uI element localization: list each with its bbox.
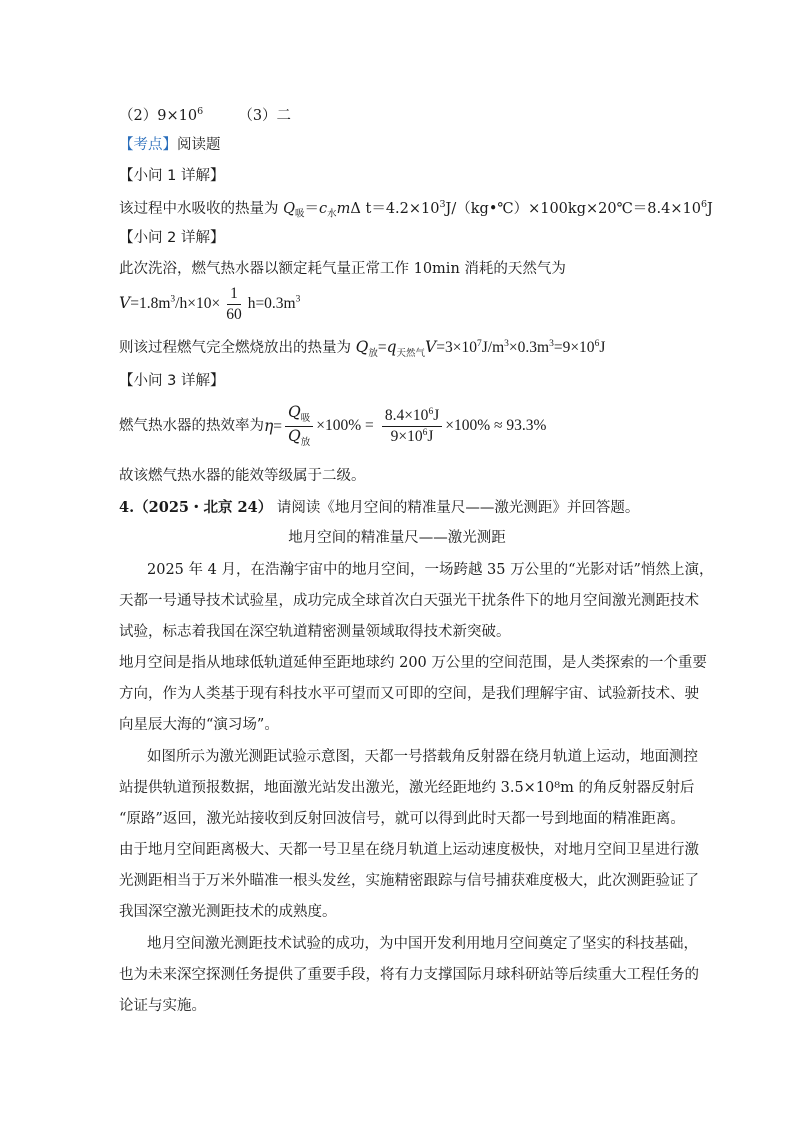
q1-m: m — [336, 200, 351, 217]
q1-c-sub: 水 — [327, 208, 337, 220]
q3-f2-den-unit: J — [427, 428, 434, 446]
q3-eq: = — [273, 417, 283, 435]
q4-prompt-line — [119, 499, 639, 517]
q1-dt: Δ t — [350, 200, 372, 217]
q2-text: 此次洗浴，燃气热水器以额定耗气量正常工作 10min 消耗的天然气为 — [119, 261, 566, 277]
q1-Q-sub: 吸 — [295, 208, 305, 220]
q3-fraction-2 — [382, 407, 442, 446]
q2-heat-Q: Q — [355, 338, 369, 356]
q4-p3-line1: 如图所示为激光测距试验示意图，天都一号搭载角反射器在绕月轨道上运动，地面测控 — [147, 749, 698, 765]
q2-heat-Q-sub: 放 — [368, 349, 378, 360]
q2-volume-formula — [119, 285, 300, 324]
q2-frac-num: 1 — [227, 285, 241, 305]
q2-heat-exp4: 6 — [594, 338, 600, 349]
q3-f2-den-exp: 6 — [422, 428, 428, 439]
q2-frac-den: 60 — [226, 305, 242, 323]
q1-rest2: J/（kg•℃）×100kg×20℃＝8.4×10 — [445, 200, 701, 217]
q2-heat-q-sub: 天然气 — [396, 349, 426, 360]
q3-f1-den-sub: 放 — [300, 438, 311, 449]
q3-conclusion: 故该燃气热水器的能效等级属于二级。 — [119, 468, 366, 484]
q4-prompt: 请阅读《地月空间的精准量尺——激光测距》并回答题。 — [272, 500, 640, 516]
q3-f2-num-exp: 6 — [428, 407, 434, 418]
q3-f1-den: Q — [288, 427, 301, 446]
q3-f1-num-sub: 吸 — [300, 414, 311, 425]
q2-header: 【小问 2 详解】 — [119, 230, 225, 246]
q4-p2-line1: 地月空间是指从地球低轨道延伸至距地球约 200 万公里的空间范围，是人类探索的一个重要 — [119, 655, 707, 671]
q2-v-mid2: /h×10× — [175, 294, 221, 312]
q2-heat-unit: J — [599, 339, 606, 356]
q1-formula-line — [119, 199, 713, 220]
q1-exp2: 6 — [700, 199, 708, 210]
q4-p3-line5: 光测距相当于万米外瞄准一根头发丝，实施精密跟踪与信号捕获难度极大，此次测距验证了 — [119, 873, 699, 889]
q2-heat-q: q — [386, 338, 397, 356]
q1-eq: ＝ — [304, 200, 320, 217]
q2-v: V — [119, 293, 131, 312]
answer-2: （2）9×10 — [119, 107, 198, 124]
q4-article-title: 地月空间的精准量尺——激光测距 — [288, 530, 506, 546]
q4-p4-line3: 论证与实施。 — [119, 998, 206, 1014]
q2-heat-exp2: 3 — [504, 338, 509, 349]
q1-unit: J — [707, 200, 713, 217]
q3-efficiency-formula — [119, 404, 546, 449]
q2-heat-rest3: ×0.3m — [508, 339, 550, 356]
q2-fraction — [223, 285, 245, 324]
q3-f2-num: 8.4×10 — [384, 407, 429, 425]
q4-p2-line3: 向星辰大海的“演习场”。 — [119, 717, 279, 733]
q2-v-mid: =1.8m — [130, 294, 171, 312]
q4-p3-line6: 我国深空激光测距技术的成熟度。 — [119, 904, 337, 920]
q2-heat-exp1: 7 — [476, 338, 482, 349]
q4-p3-line2: 站提供轨道预报数据，地面激光站发出激光，激光经距地约 3.5×10⁸m 的角反射器反射后 — [119, 780, 695, 796]
q3-fraction-1 — [285, 404, 313, 449]
q4-p1-line2: 天都一号通导技术试验星，成功完成全球首次白天强光干扰条件下的地月空间激光测距技术 — [119, 593, 699, 609]
q3-f2-den: 9×10 — [390, 428, 423, 446]
q2-v-end: h=0.3m — [247, 294, 296, 312]
answer-line-2-3 — [119, 106, 291, 125]
q3-eta: η — [264, 416, 274, 435]
q2-heat-rest4: =9×10 — [553, 339, 595, 356]
q3-text: 燃气热水器的热效率为 — [119, 417, 264, 434]
q2-heat-line — [119, 338, 605, 360]
q4-p2-line2: 方向，作为人类基于现有科技水平可望而又可即的空间，是我们理解宇宙、试验新技术、驶 — [119, 686, 699, 702]
q4-number: 4.（2025・北京 24） — [119, 499, 273, 516]
q4-p1-line3: 试验，标志着我国在深空轨道精密测量领域取得技术新突破。 — [119, 624, 511, 640]
q1-exp1: 3 — [439, 199, 446, 210]
q4-p3-line3: “原路”返回，激光站接收到反射回波信号，就可以得到此时天都一号到地面的精准距离。 — [119, 811, 685, 827]
q1-c: c — [319, 200, 328, 217]
q2-v-exp: 3 — [170, 294, 176, 305]
kaodian-line — [119, 137, 221, 154]
q4-p1-line1: 2025 年 4 月，在浩瀚宇宙中的地月空间，一场跨越 35 万公里的“光影对话”悄然上演， — [147, 562, 714, 578]
q4-p4-line1: 地月空间激光测距技术试验的成功，为中国开发利用地月空间奠定了坚实的科技基础， — [147, 936, 698, 952]
q3-result: ×100% ≈ 93.3% — [445, 417, 547, 435]
q1-Q: Q — [283, 200, 295, 217]
q2-heat-rest2: J/m — [481, 339, 505, 356]
q2-heat-rest: =3×10 — [436, 339, 477, 356]
q3-pct: ×100% = — [316, 417, 374, 435]
q2-heat-exp3: 3 — [549, 338, 554, 349]
kaodian-tag: 【考点】 — [119, 137, 177, 153]
q2-heat-V: V — [425, 338, 437, 356]
answer-3: （3）二 — [238, 107, 292, 124]
answer-2-exponent: 6 — [197, 106, 204, 117]
q4-p3-line4: 由于地月空间距离极大、天都一号卫星在绕月轨道上运动速度极快，对地月空间卫星进行激 — [119, 842, 699, 858]
q3-f1-num: Q — [288, 403, 301, 421]
q1-rest: ＝4.2×10 — [371, 200, 440, 217]
q3-f2-num-unit: J — [433, 407, 440, 425]
q2-heat-text: 则该过程燃气完全燃烧放出的热量为 — [119, 340, 356, 356]
q1-text: 该过程中水吸收的热量为 — [119, 200, 284, 217]
q2-v-end-exp: 3 — [295, 294, 301, 305]
q1-header: 【小问 1 详解】 — [119, 168, 225, 184]
q3-header: 【小问 3 详解】 — [119, 373, 225, 389]
q4-p4-line2: 也为未来深空探测任务提供了重要手段，将有力支撑国际月球科研站等后续重大工程任务的 — [119, 967, 699, 983]
q2-heat-eq: = — [377, 339, 387, 356]
kaodian-text: 阅读题 — [177, 137, 221, 153]
